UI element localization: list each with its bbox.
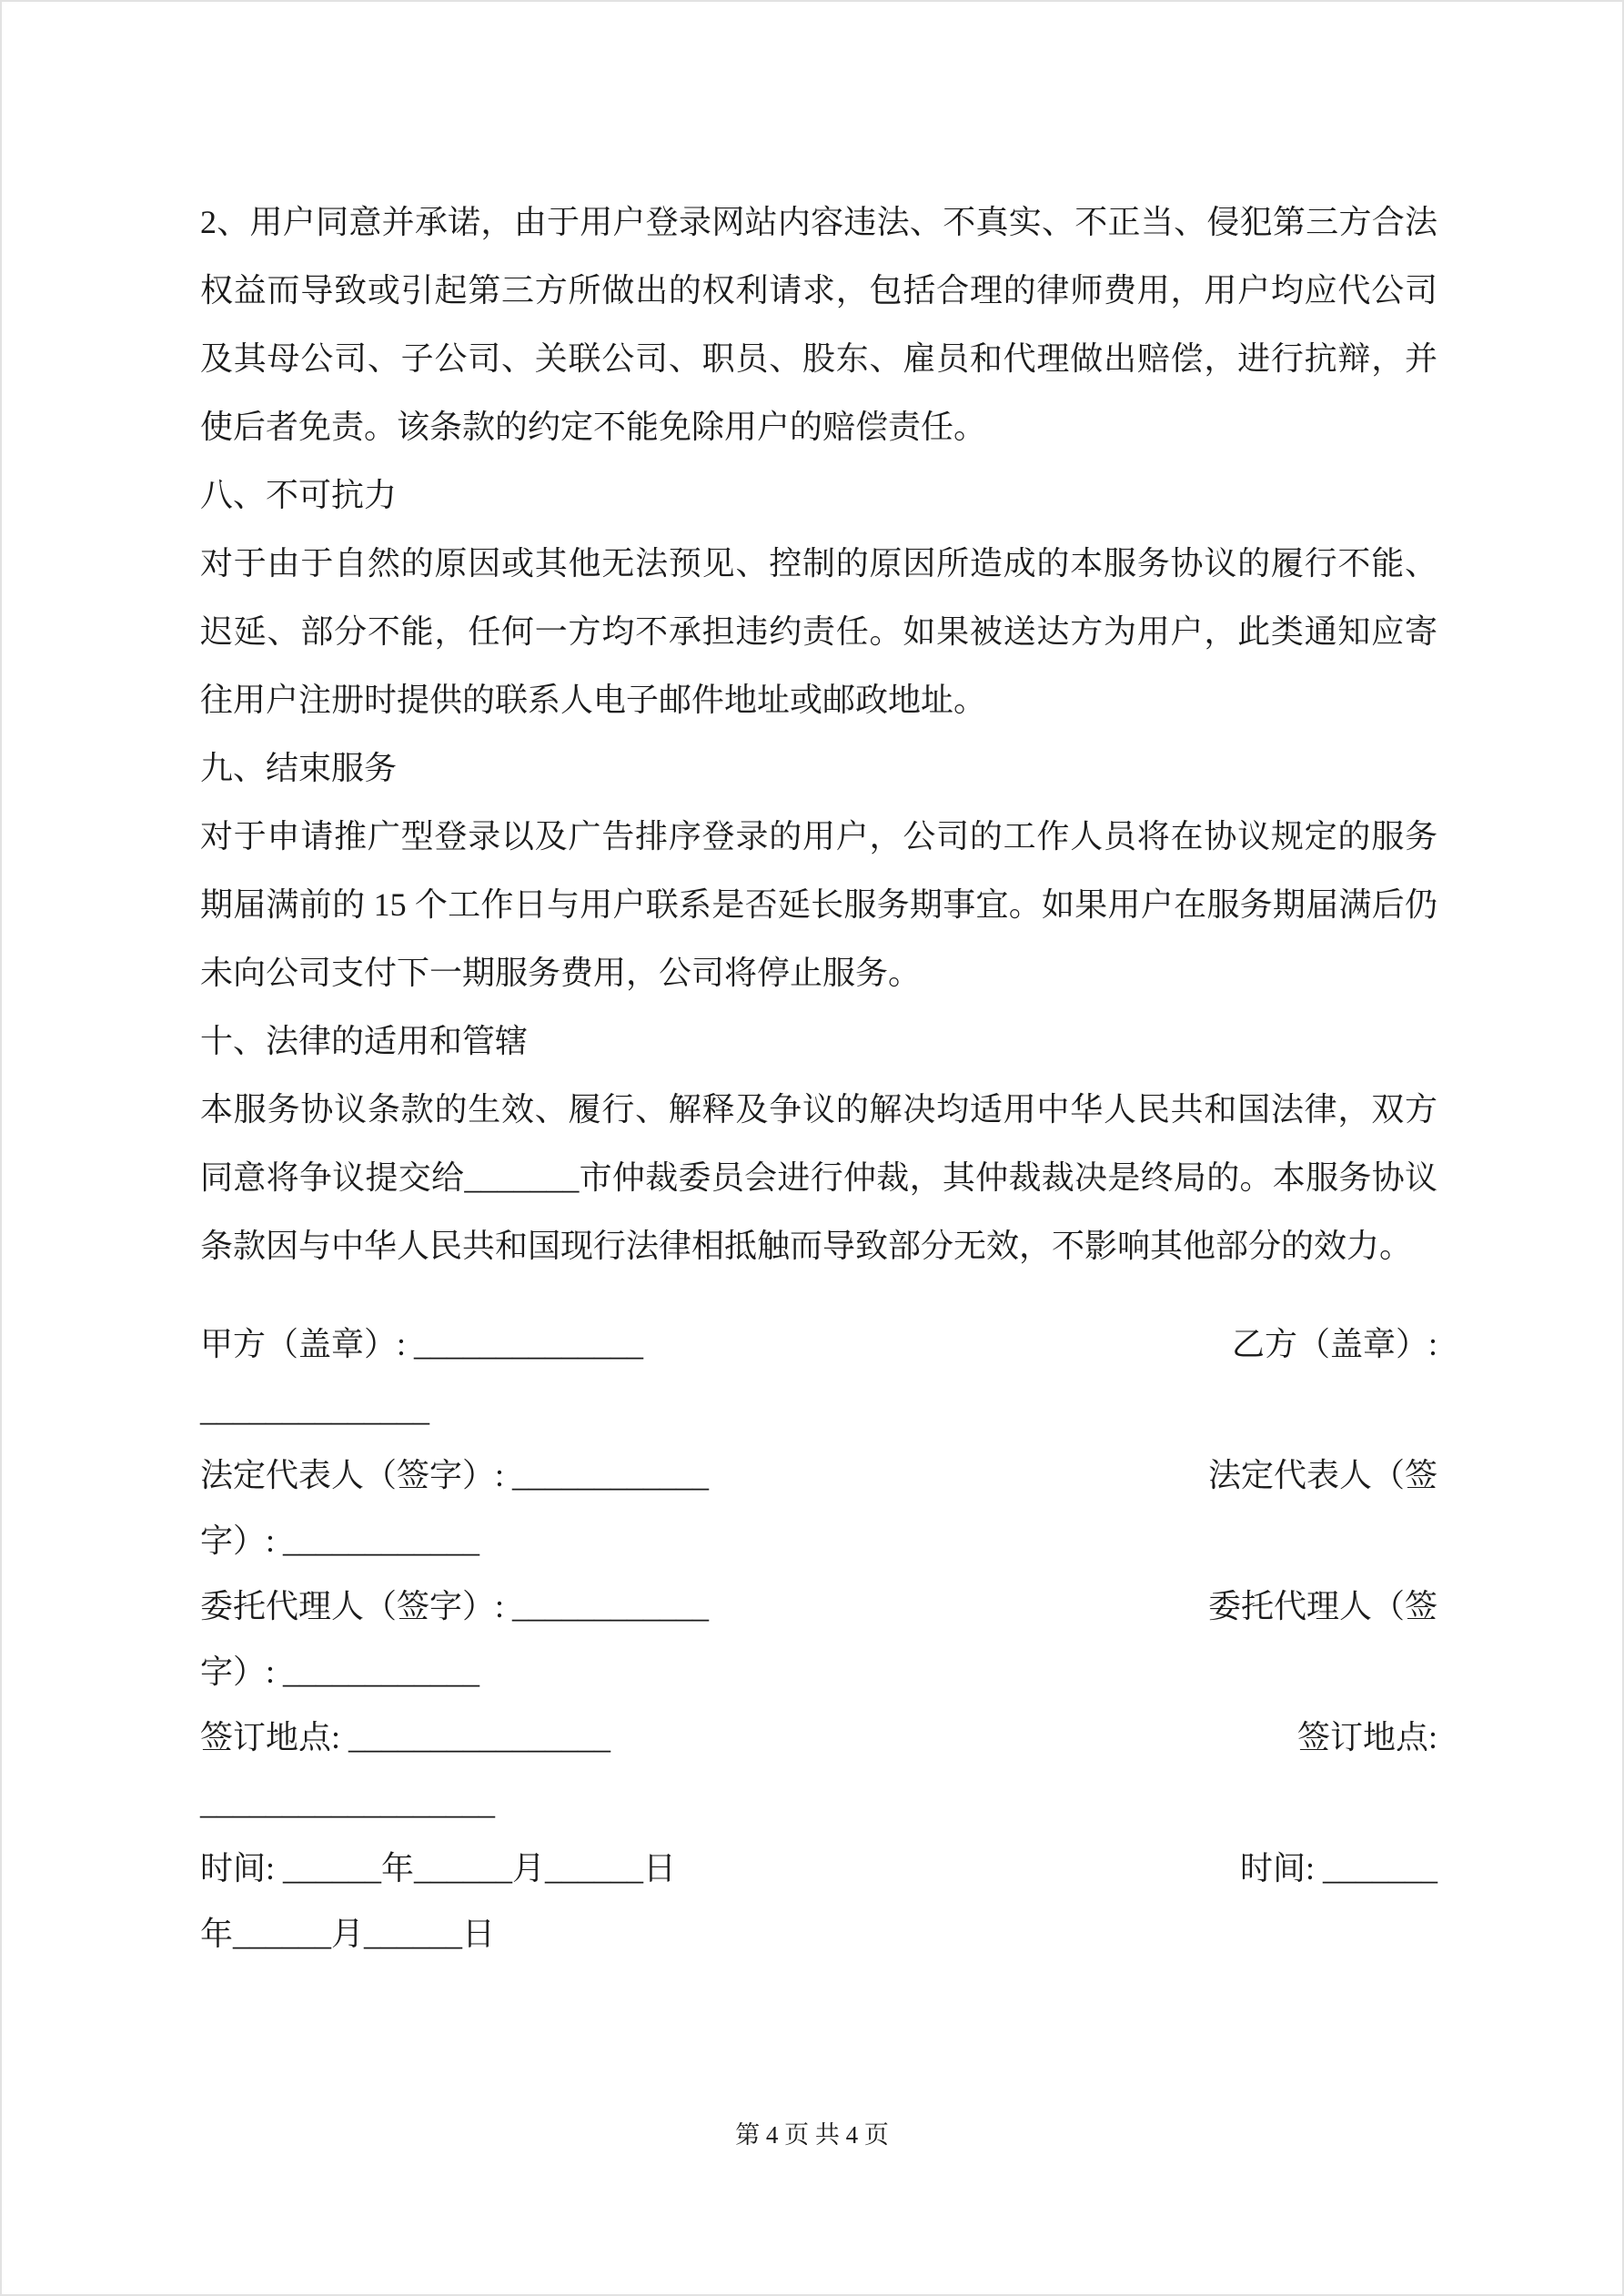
party-a-legal-rep-label: 法定代表人（签字）: ____________ xyxy=(200,1457,710,1493)
page-number: 第 4 页 共 4 页 xyxy=(735,2121,889,2149)
party-b-signing-place-blank: __________________ xyxy=(200,1785,495,1821)
paragraph-force-majeure: 对于由于自然的原因或其他无法预见、控制的原因所造成的本服务协议的履行不能、迟延、部分不能，任何一方均不承担违约责任。如果被送达方为用户，此类通知应寄往用户注册时提供的联系人电子邮件地址或邮政地址。 xyxy=(200,545,1437,718)
heading-section-8-force-majeure: 八、不可抗力 xyxy=(200,477,398,513)
signature-line-date xyxy=(200,1836,1437,1901)
signature-line-date-wrap xyxy=(200,1901,1437,1967)
paragraph-service-termination: 对于申请推广型登录以及广告排序登录的用户，公司的工作人员将在协议规定的服务期届满前的 15 个工作日与用户联系是否延长服务期事宜。如果用户在服务期届满后仍未向公司支付下一期服务费用，公司将停止服务。 xyxy=(200,818,1437,991)
paragraph-indemnity-clause-2: 2、用户同意并承诺，由于用户登录网站内容违法、不真实、不正当、侵犯第三方合法权益而导致或引起第三方所做出的权利请求，包括合理的律师费用，用户均应代公司及其母公司、子公司、关联公司、职员、股东、雇员和代理做出赔偿，进行抗辩，并使后者免责。该条款的约定不能免除用户的赔偿责任。 xyxy=(200,204,1437,445)
party-b-date-label: 时间: _______ xyxy=(1239,1850,1437,1886)
signature-line-party-seal xyxy=(200,1311,1437,1377)
document-body xyxy=(200,188,1437,1967)
signature-line-legal-representative-wrap xyxy=(200,1508,1437,1573)
heading-section-10-governing-law: 十、法律的适用和管辖 xyxy=(200,1023,529,1059)
signature-block xyxy=(200,1311,1437,1967)
signature-line-signing-place-wrap xyxy=(200,1770,1437,1836)
party-a-agent-label: 委托代理人（签字）: ____________ xyxy=(200,1588,710,1624)
signature-line-signing-place xyxy=(200,1704,1437,1770)
page-footer xyxy=(2,2115,1622,2150)
party-b-seal-label: 乙方（盖章）: xyxy=(1231,1326,1437,1362)
signature-line-legal-representative xyxy=(200,1442,1437,1508)
party-b-agent-wrap: 字）: ____________ xyxy=(200,1654,480,1690)
heading-section-9-service-termination: 九、结束服务 xyxy=(200,750,398,786)
party-b-signing-place-label: 签订地点: xyxy=(1296,1719,1437,1755)
signature-line-party-b-seal-blank xyxy=(200,1377,1437,1442)
party-a-signing-place-label: 签订地点: ________________ xyxy=(200,1719,611,1755)
party-b-date-wrap: 年______月______日 xyxy=(200,1916,496,1952)
party-a-seal-label: 甲方（盖章）: ______________ xyxy=(200,1326,644,1362)
signature-line-authorized-agent xyxy=(200,1573,1437,1639)
party-b-seal-blank: ______________ xyxy=(200,1391,429,1428)
signature-line-authorized-agent-wrap xyxy=(200,1639,1437,1704)
party-a-date-label: 时间: ______年______月______日 xyxy=(200,1850,677,1886)
party-b-legal-rep-label: 法定代表人（签 xyxy=(1207,1457,1437,1493)
party-b-legal-rep-wrap: 字）: ____________ xyxy=(200,1522,480,1559)
paragraph-governing-law: 本服务协议条款的生效、履行、解释及争议的解决均适用中华人民共和国法律，双方同意将争议提交给_______市仲裁委员会进行仲裁，其仲裁裁决是终局的。本服务协议条款因与中华人民共和国现行法律相抵触而导致部分无效，不影响其他部分的效力。 xyxy=(200,1091,1437,1264)
party-b-agent-label: 委托代理人（签 xyxy=(1207,1588,1437,1624)
